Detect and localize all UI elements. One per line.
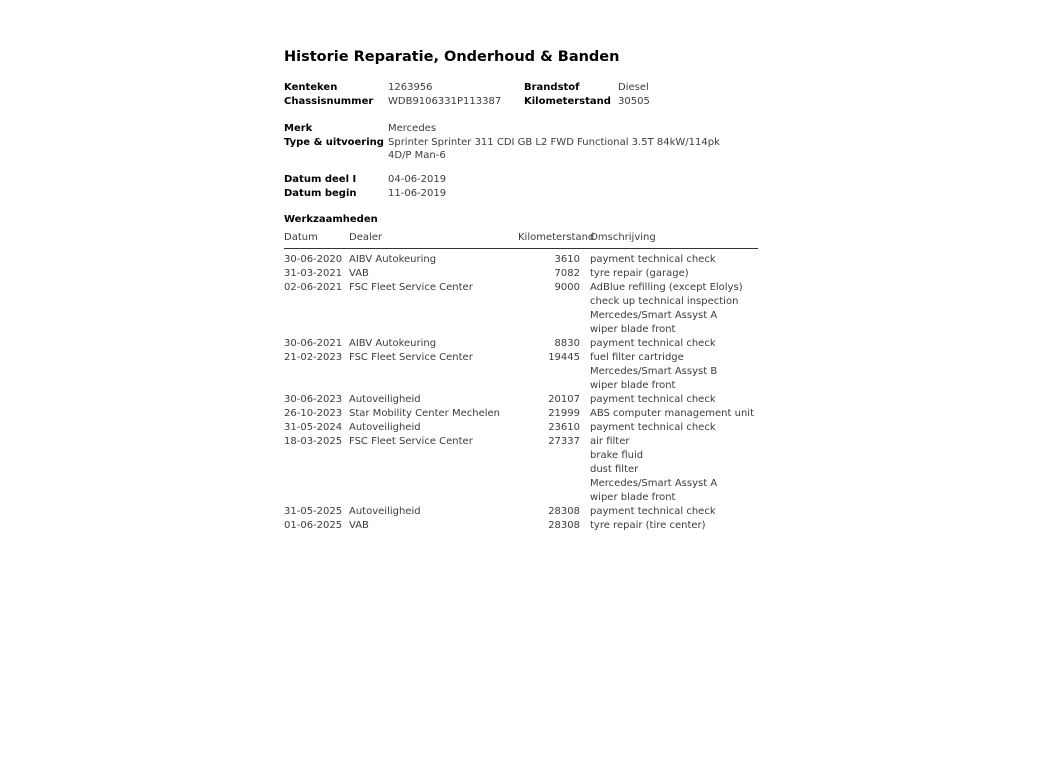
page-title: Historie Reparatie, Onderhoud & Banden	[284, 49, 620, 65]
table-row	[284, 505, 758, 519]
omschrijving-line: payment technical check	[590, 422, 716, 433]
datum-deel-1-label: Datum deel I	[284, 174, 357, 185]
table-row	[284, 519, 758, 533]
cell-dealer: VAB	[349, 268, 369, 279]
type-uitvoering-label: Type & uitvoering	[284, 137, 384, 148]
column-header-kilometerstand: Kilometerstand	[518, 232, 595, 243]
cell-kilometerstand: 8830	[554, 338, 580, 349]
merk-label: Merk	[284, 123, 313, 134]
cell-dealer: FSC Fleet Service Center	[349, 352, 473, 363]
kilometerstand-value: 30505	[618, 96, 650, 107]
cell-datum: 31-05-2024	[284, 422, 343, 433]
omschrijving-line: fuel filter cartridge	[590, 352, 684, 363]
table-row	[284, 435, 758, 505]
omschrijving-line: ABS computer management unit	[590, 408, 754, 419]
omschrijving-line: Mercedes/Smart Assyst A	[590, 478, 718, 489]
cell-datum: 30-06-2021	[284, 338, 343, 349]
table-row	[284, 337, 758, 351]
omschrijving-line: brake fluid	[590, 450, 644, 461]
cell-kilometerstand: 3610	[554, 254, 580, 265]
cell-kilometerstand: 21999	[548, 408, 580, 419]
merk-value: Mercedes	[388, 123, 437, 134]
omschrijving-line: payment technical check	[590, 254, 716, 265]
cell-dealer: Autoveiligheid	[349, 422, 421, 433]
column-header-datum: Datum	[284, 232, 318, 243]
cell-dealer: Autoveiligheid	[349, 506, 421, 517]
table-header-row	[284, 231, 758, 249]
cell-omschrijving	[580, 281, 758, 337]
table-body	[284, 249, 758, 533]
kilometerstand-label: Kilometerstand	[524, 96, 611, 107]
cell-dealer: Autoveiligheid	[349, 394, 421, 405]
cell-datum: 21-02-2023	[284, 352, 343, 363]
brandstof-value: Diesel	[618, 82, 649, 93]
cell-kilometerstand: 19445	[548, 352, 580, 363]
type-uitvoering-line1: Sprinter Sprinter 311 CDI GB L2 FWD Functional 3.5T 84kW/114pk	[388, 137, 720, 148]
cell-kilometerstand: 23610	[548, 422, 580, 433]
type-uitvoering-line2: 4D/P Man-6	[388, 150, 446, 161]
omschrijving-line: payment technical check	[590, 394, 716, 405]
brandstof-label: Brandstof	[524, 82, 580, 93]
omschrijving-line: wiper blade front	[590, 492, 676, 503]
document-page	[284, 48, 758, 533]
cell-omschrijving	[580, 393, 758, 407]
cell-datum: 31-03-2021	[284, 268, 343, 279]
omschrijving-line: Mercedes/Smart Assyst B	[590, 366, 718, 377]
type-uitvoering-value	[388, 136, 758, 162]
datum-begin-value: 11-06-2019	[388, 188, 447, 199]
datum-deel-1-value: 04-06-2019	[388, 174, 447, 185]
kenteken-label: Kenteken	[284, 82, 338, 93]
cell-datum: 01-06-2025	[284, 520, 343, 531]
vehicle-info-block-3	[284, 173, 758, 201]
omschrijving-line: payment technical check	[590, 338, 716, 349]
cell-omschrijving	[580, 351, 758, 393]
cell-kilometerstand: 20107	[548, 394, 580, 405]
cell-dealer: AIBV Autokeuring	[349, 338, 437, 349]
cell-kilometerstand: 28308	[548, 520, 580, 531]
omschrijving-line: wiper blade front	[590, 380, 676, 391]
cell-dealer: VAB	[349, 520, 369, 531]
datum-begin-label: Datum begin	[284, 188, 357, 199]
cell-datum: 02-06-2021	[284, 282, 343, 293]
table-row	[284, 267, 758, 281]
cell-kilometerstand: 28308	[548, 506, 580, 517]
kenteken-value: 1263956	[388, 82, 433, 93]
cell-omschrijving	[580, 505, 758, 519]
cell-kilometerstand: 27337	[548, 436, 580, 447]
werkzaamheden-table	[284, 231, 758, 533]
omschrijving-line: air filter	[590, 436, 630, 447]
cell-datum: 26-10-2023	[284, 408, 343, 419]
cell-omschrijving	[580, 435, 758, 505]
vehicle-info-block-1	[284, 81, 758, 109]
column-header-omschrijving: Omschrijving	[590, 232, 656, 243]
omschrijving-line: AdBlue refilling (except Elolys)	[590, 282, 743, 293]
omschrijving-line: wiper blade front	[590, 324, 676, 335]
table-row	[284, 253, 758, 267]
cell-kilometerstand: 7082	[554, 268, 580, 279]
cell-datum: 30-06-2023	[284, 394, 343, 405]
column-header-dealer: Dealer	[349, 232, 383, 243]
cell-dealer: AIBV Autokeuring	[349, 254, 437, 265]
cell-dealer: FSC Fleet Service Center	[349, 436, 473, 447]
cell-omschrijving	[580, 253, 758, 267]
cell-dealer: FSC Fleet Service Center	[349, 282, 473, 293]
omschrijving-line: tyre repair (garage)	[590, 268, 689, 279]
cell-datum: 30-06-2020	[284, 254, 343, 265]
cell-datum: 31-05-2025	[284, 506, 343, 517]
cell-omschrijving	[580, 421, 758, 435]
table-row	[284, 351, 758, 393]
table-row	[284, 421, 758, 435]
cell-datum: 18-03-2025	[284, 436, 343, 447]
cell-kilometerstand: 9000	[554, 282, 580, 293]
cell-omschrijving	[580, 407, 758, 421]
cell-omschrijving	[580, 519, 758, 533]
cell-dealer: Star Mobility Center Mechelen	[349, 408, 501, 419]
cell-omschrijving	[580, 337, 758, 351]
omschrijving-line: tyre repair (tire center)	[590, 520, 706, 531]
cell-omschrijving	[580, 267, 758, 281]
table-row	[284, 407, 758, 421]
table-row	[284, 281, 758, 337]
omschrijving-line: dust filter	[590, 464, 639, 475]
chassisnummer-value: WDB9106331P113387	[388, 96, 502, 107]
chassisnummer-label: Chassisnummer	[284, 96, 374, 107]
werkzaamheden-section-title: Werkzaamheden	[284, 214, 378, 225]
vehicle-info-block-2	[284, 122, 758, 162]
table-row	[284, 393, 758, 407]
omschrijving-line: check up technical inspection	[590, 296, 739, 307]
omschrijving-line: Mercedes/Smart Assyst A	[590, 310, 718, 321]
omschrijving-line: payment technical check	[590, 506, 716, 517]
